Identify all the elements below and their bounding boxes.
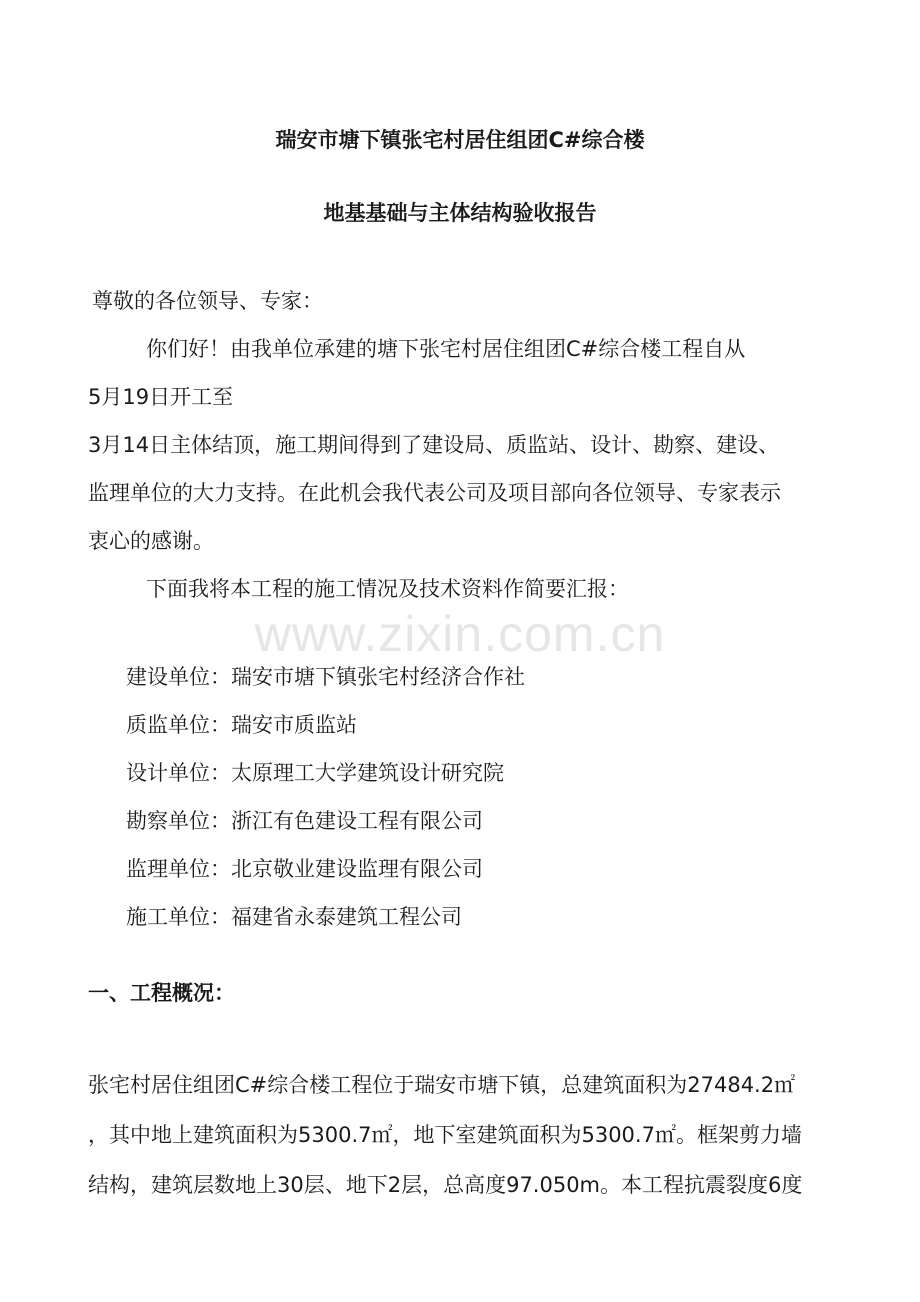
- intro-line: 3月14日主体结顶，施工期间得到了建设局、质监站、设计、勘察、建设、: [88, 433, 780, 457]
- document-title-line-1: 瑞安市塘下镇张宅村居住组团C#综合楼: [275, 128, 645, 152]
- unit-supervision: 监理单位：北京敬业建设监理有限公司: [126, 857, 483, 881]
- overview-line: 张宅村居住组团C#综合楼工程位于瑞安市塘下镇，总建筑面积为27484.2㎡: [88, 1073, 796, 1097]
- intro-line: 衷心的感谢。: [88, 529, 214, 553]
- intro-line: 你们好！由我单位承建的塘下张宅村居住组团C#综合楼工程自从: [146, 337, 746, 361]
- intro-line: 监理单位的大力支持。在此机会我代表公司及项目部向各位领导、专家表示: [88, 481, 781, 505]
- unit-contractor: 施工单位：福建省永泰建筑工程公司: [126, 905, 462, 929]
- intro-line: 5月19日开工至: [88, 385, 234, 409]
- salutation: 尊敬的各位领导、专家：: [92, 289, 323, 313]
- report-intro: 下面我将本工程的施工情况及技术资料作简要汇报：: [146, 577, 629, 601]
- document-title-line-2: 地基基础与主体结构验收报告: [323, 201, 597, 225]
- unit-quality-supervision: 质监单位：瑞安市质监站: [126, 713, 357, 737]
- overview-line: ，其中地上建筑面积为5300.7㎡，地下室建筑面积为5300.7㎡。框架剪力墙: [88, 1123, 802, 1147]
- overview-line: 结构，建筑层数地上30层、地下2层，总高度97.050m。本工程抗震裂度6度: [88, 1173, 803, 1197]
- watermark: www.zixin.com.cn: [254, 606, 666, 662]
- unit-design: 设计单位：太原理工大学建筑设计研究院: [126, 761, 504, 785]
- unit-survey: 勘察单位：浙江有色建设工程有限公司: [126, 809, 483, 833]
- section-heading-overview: 一、工程概况：: [88, 981, 235, 1005]
- unit-construction-owner: 建设单位：瑞安市塘下镇张宅村经济合作社: [126, 665, 525, 689]
